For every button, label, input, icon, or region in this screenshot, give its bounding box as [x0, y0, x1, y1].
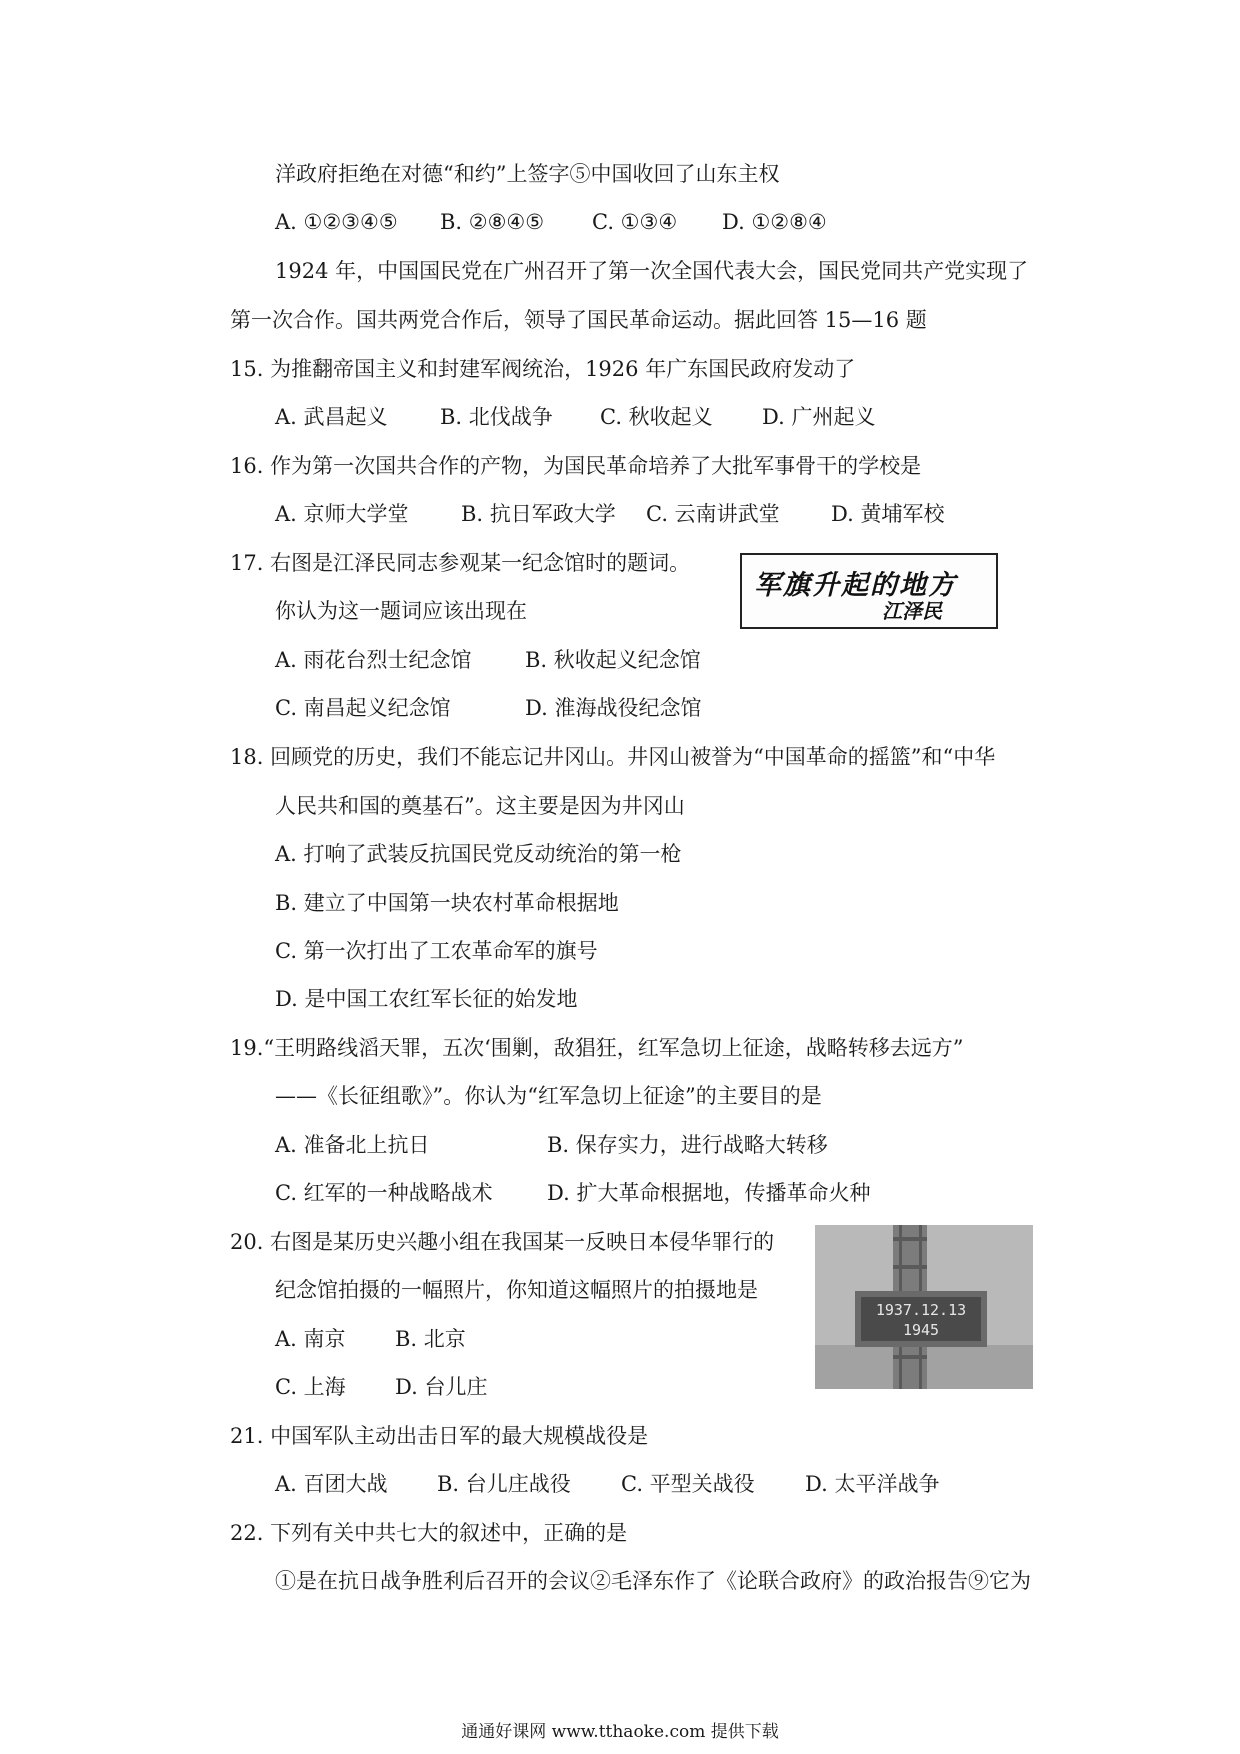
option-b: B. 北京: [395, 1327, 466, 1351]
photo-date-bottom: 1945: [902, 1321, 940, 1339]
option-b: B. 抗日军政大学: [461, 502, 616, 526]
option-d: D. ①②⑧④: [722, 210, 827, 234]
option-d: D. 台儿庄: [395, 1375, 488, 1399]
option-d: D. 是中国工农红军长征的始发地: [275, 987, 578, 1011]
option-c: C. 上海: [275, 1375, 346, 1399]
question-22-statement: ①是在抗日战争胜利后召开的会议②毛泽东作了《论联合政府》的政治报告⑨它为: [275, 1569, 1031, 1593]
option-b: B. 北伐战争: [440, 405, 553, 429]
page-footer: 通通好课网 www.tthaoke.com 提供下载: [461, 1722, 779, 1742]
option-b: B. ②⑧④⑤: [440, 210, 545, 234]
question-20-stem: 纪念馆拍摄的一幅照片，你知道这幅照片的拍摄地是: [275, 1278, 758, 1302]
question-22-stem: 22. 下列有关中共七大的叙述中，正确的是: [230, 1521, 628, 1545]
option-a: A. 武昌起义: [275, 405, 388, 429]
question-16-options: [275, 500, 944, 528]
question-21-stem: 21. 中国军队主动出击日军的最大规模战役是: [230, 1424, 649, 1448]
memorial-cross-image: [815, 1225, 1033, 1389]
option-c: C. 南昌起义纪念馆: [275, 696, 451, 720]
question-16-stem: 16. 作为第一次国共合作的产物，为国民革命培养了大批军事骨干的学校是: [230, 454, 922, 478]
option-b: B. 秋收起义纪念馆: [525, 648, 701, 672]
option-a: A. 南京: [275, 1327, 346, 1351]
question-17-options: [275, 646, 701, 674]
option-a: A. 百团大战: [275, 1472, 388, 1496]
question-19-options: [275, 1179, 870, 1207]
option-b: B. 保存实力，进行战略大转移: [547, 1133, 828, 1157]
question-15-options: [275, 403, 875, 431]
intro-line: 第一次合作。国共两党合作后，领导了国民革命运动。据此回答 15—16 题: [230, 308, 927, 332]
question-19-stem: 19.“王明路线滔天罪，五次‘围剿，敌猖狂，红军急切上征途，战略转移去远方”: [230, 1036, 964, 1060]
option-c: C. 平型关战役: [621, 1472, 755, 1496]
inscription-signature: 江泽民: [882, 599, 942, 623]
text-line: 洋政府拒绝在对德“和约”上签字⑤中国收回了山东主权: [275, 162, 780, 186]
question-17-options: [275, 694, 701, 722]
question-17-stem: 17. 右图是江泽民同志参观某一纪念馆时的题词。: [230, 551, 691, 575]
answer-options: [275, 208, 827, 236]
option-d: D. 太平洋战争: [805, 1472, 940, 1496]
question-20-stem: 20. 右图是某历史兴趣小组在我国某一反映日本侵华罪行的: [230, 1230, 775, 1254]
option-a: A. 打响了武装反抗国民党反动统治的第一枪: [275, 842, 682, 866]
photo-date-top: 1937.12.13: [875, 1301, 967, 1319]
inscription-text: 军旗升起的地方: [754, 570, 957, 601]
option-c: C. 秋收起义: [600, 405, 713, 429]
option-a: A. 雨花台烈士纪念馆: [275, 648, 472, 672]
question-18-stem: 人民共和国的奠基石”。这主要是因为井冈山: [275, 794, 685, 818]
option-b: B. 建立了中国第一块农村革命根据地: [275, 891, 619, 915]
option-d: D. 扩大革命根据地，传播革命火种: [547, 1181, 871, 1205]
question-21-options: [275, 1470, 939, 1498]
option-a: A. 京师大学堂: [275, 502, 409, 526]
question-20-options: [275, 1373, 487, 1401]
option-d: D. 黄埔军校: [831, 502, 945, 526]
intro-line: 1924 年，中国国民党在广州召开了第一次全国代表大会，国民党同共产党实现了: [275, 259, 1029, 283]
option-d: D. 淮海战役纪念馆: [525, 696, 702, 720]
question-20-options: [275, 1325, 466, 1353]
option-c: C. ①③④: [592, 210, 678, 234]
question-19-stem: ——《长征组歌》”。你认为“红军急切上征途”的主要目的是: [275, 1084, 822, 1108]
option-b: B. 台儿庄战役: [437, 1472, 571, 1496]
question-19-options: [275, 1131, 828, 1159]
option-c: C. 第一次打出了工农革命军的旗号: [275, 939, 598, 963]
inscription-figure: [740, 553, 998, 629]
question-15-stem: 15. 为推翻帝国主义和封建军阀统治，1926 年广东国民政府发动了: [230, 357, 856, 381]
option-c: C. 云南讲武堂: [646, 502, 780, 526]
option-a: A. 准备北上抗日: [275, 1133, 430, 1157]
question-18-stem: 18. 回顾党的历史，我们不能忘记井冈山。井冈山被誉为“中国革命的摇篮”和“中华: [230, 745, 996, 769]
question-17-stem: 你认为这一题词应该出现在: [275, 599, 527, 623]
memorial-photo: [815, 1225, 1033, 1389]
option-d: D. 广州起义: [762, 405, 876, 429]
option-c: C. 红军的一种战略战术: [275, 1181, 493, 1205]
option-a: A. ①②③④⑤: [275, 210, 398, 234]
